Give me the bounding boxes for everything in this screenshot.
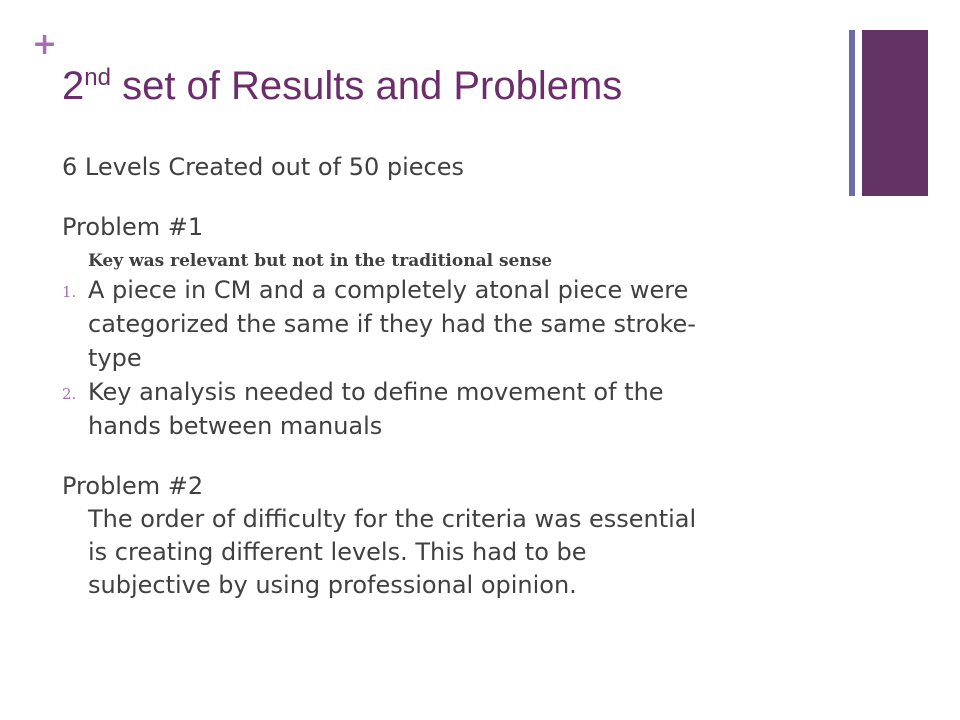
list-line: type — [88, 344, 142, 372]
slide-title — [62, 62, 622, 116]
problem2-heading: Problem #2 — [62, 472, 204, 500]
title-rest: set of Results and Problems — [110, 64, 623, 108]
title-superscript: nd — [84, 64, 111, 91]
slide-body — [62, 150, 842, 602]
plus-icon: + — [32, 27, 58, 62]
list-line: A piece in CM and a completely atonal piece were — [88, 276, 689, 304]
problem2-text — [62, 503, 842, 602]
list-line: hands between manuals — [88, 412, 383, 440]
list-item — [62, 273, 842, 375]
problem2-line: subjective by using professional opinion. — [88, 571, 577, 599]
problem1-heading: Problem #1 — [62, 213, 204, 241]
problem2-line: is creating different levels. This had to be — [88, 538, 587, 566]
list-line: Key analysis needed to define movement of the — [88, 378, 664, 406]
list-line: categorized the same if they had the same stroke- — [88, 310, 696, 338]
decorative-bar-thin — [849, 30, 855, 196]
decorative-bar-thick — [862, 30, 928, 196]
problem2-line: The order of difficulty for the criteria was essential — [88, 505, 697, 533]
list-number: 1. — [62, 283, 77, 301]
summary-text: 6 Levels Created out of 50 pieces — [62, 153, 464, 181]
list-item — [62, 375, 842, 443]
problem1-note: Key was relevant but not in the traditional sense — [88, 251, 553, 271]
list-number: 2. — [62, 385, 77, 403]
title-prefix: 2 — [62, 64, 85, 108]
